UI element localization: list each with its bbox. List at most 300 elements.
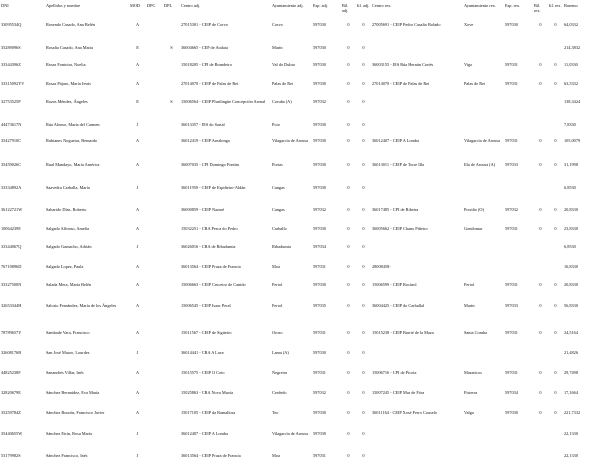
cell-centro-rex <box>371 429 463 451</box>
cell-esp-adj: 597032 <box>313 206 326 212</box>
cell-baremo: 214,3832 <box>564 44 581 50</box>
cell-esp-rex <box>504 242 533 262</box>
cell-centro-adj: 15006545 - CEIP Isaac Peral <box>181 303 231 308</box>
cell-bil-rex: 0 <box>539 390 542 395</box>
cell-centro-rex <box>371 451 463 465</box>
cell-mod: E <box>136 99 139 104</box>
cell-ayuntamiento-adj: Cangas <box>272 206 285 212</box>
cell-esp-rex <box>504 97 533 120</box>
cell-ayuntamiento-rex: Vilagarcía de Arousa <box>464 138 501 143</box>
cell-baremo: 221,7332 <box>564 410 581 415</box>
cell-itl-adj: 0 <box>362 121 365 127</box>
cell-dni: 35259784Z <box>1 410 21 415</box>
cell-bil-adj: 0 <box>347 225 350 231</box>
cell-dpl <box>163 79 180 97</box>
cell-bil-adj: 0 <box>347 185 350 190</box>
cell-ayuntamiento-rex: Ferrol <box>464 282 475 287</box>
cell-dpc <box>146 368 163 388</box>
cell-centro-adj: 27014070 - CEIP de Palas de Rei <box>181 81 239 86</box>
cell-itl-rex: 0 <box>554 390 557 395</box>
cell-esp-rex <box>504 262 533 281</box>
cell-esp-adj: 597031 <box>313 370 326 375</box>
cell-dpl <box>163 242 180 262</box>
cell-centro-rex: 15006716 - CPI de Picota <box>372 370 417 375</box>
cell-mod: A <box>135 410 140 415</box>
cell-bil-adj: 0 <box>347 263 350 269</box>
cell-itl-adj: 0 <box>362 330 365 335</box>
cell-baremo: 29,7498 <box>564 370 578 375</box>
cell-dni: 33334892A <box>1 185 22 190</box>
cell-dpc <box>146 328 163 348</box>
cell-mod: A <box>135 390 140 395</box>
cell-mod: A <box>135 206 140 212</box>
cell-bil-rex <box>533 429 548 451</box>
cell-baremo: 22,1330 <box>564 452 578 458</box>
cell-mod: E <box>136 44 139 50</box>
cell-ayuntamiento-rex <box>463 183 504 205</box>
cell-ayuntamiento-rex: Xove <box>464 22 474 27</box>
cell-bil-rex: 0 <box>539 282 542 287</box>
column-header-dpc: DPC <box>147 3 156 8</box>
cell-name: Salgado Lopez, Paula <box>46 263 84 269</box>
cell-esp-adj: 597030 <box>313 225 326 231</box>
cell-centro-rex: 36003155 - IES Rúa Hernán Cortés <box>372 61 434 67</box>
cell-itl-adj: 0 <box>362 225 365 231</box>
cell-bil-adj: 0 <box>347 121 350 127</box>
cell-name: Saavedra Carballa, María <box>46 185 90 190</box>
cell-dpl <box>163 429 180 451</box>
table-row <box>0 79 615 97</box>
cell-dni: 32753525P <box>1 99 21 104</box>
cell-esp-rex: 597034 <box>505 390 518 395</box>
cell-ayuntamiento-adj: Vilagarcía de Arousa <box>272 138 309 143</box>
cell-dni: 32608176B <box>1 350 22 355</box>
column-header-bil-rex: Bil. rex. <box>534 3 541 13</box>
cell-dpl <box>163 388 180 408</box>
cell-centro-adj: 36011950 - CEIP de Espiñeiro-Aldán <box>181 185 246 190</box>
cell-baremo: 138,3424 <box>564 99 581 104</box>
column-header-centro-adj: Centro adj. <box>181 3 201 8</box>
cell-itl-rex <box>548 262 563 281</box>
cell-esp-rex: 597030 <box>505 22 518 27</box>
cell-ayuntamiento-adj: Val do Dubra <box>272 61 295 67</box>
cell-dni: 44825238F <box>1 370 21 375</box>
cell-ayuntamiento-adj: Palas de Rei <box>272 81 294 86</box>
cell-itl-rex: 0 <box>554 138 557 143</box>
cell-ayuntamiento-rex <box>463 262 504 281</box>
cell-itl-rex: 0 <box>554 282 557 287</box>
cell-dni: 33315092YV <box>1 81 25 86</box>
cell-centro-rex <box>371 97 463 120</box>
cell-ayuntamiento-adj: Negreira <box>272 370 288 375</box>
cell-bil-adj: 0 <box>347 99 350 104</box>
cell-bil-adj: 0 <box>347 410 350 415</box>
cell-itl-rex <box>548 97 563 120</box>
cell-centro-adj: 15006564 - CEIP Plurilingüe Concepción Arenal <box>181 99 266 104</box>
cell-centro-rex: 36004425 - CEIP do Carballal <box>372 303 425 308</box>
cell-bil-adj: 0 <box>347 330 350 335</box>
table-row <box>0 224 615 242</box>
cell-dni: 35440655W <box>1 431 23 436</box>
cell-name: Salorio Fernández, María de los Ángeles <box>46 303 117 308</box>
cell-dpl <box>163 224 180 242</box>
cell-bil-rex: 0 <box>539 162 542 167</box>
cell-ayuntamiento-rex: Fisterra <box>464 390 478 395</box>
cell-ayuntamiento-rex: Marín <box>464 303 475 308</box>
cell-ayuntamiento-rex: Mazaricos <box>464 370 482 375</box>
cell-dpc <box>146 262 163 281</box>
table-row <box>0 136 615 160</box>
cell-esp-adj: 597031 <box>313 263 326 269</box>
cell-ayuntamiento-adj: Coruña (A) <box>272 99 292 104</box>
cell-mod: A <box>135 225 140 231</box>
cell-itl-adj: 0 <box>362 81 365 86</box>
cell-name: Sánchez Eirín, Rosa María <box>46 431 93 436</box>
cell-mod: A <box>135 138 140 143</box>
cell-esp-adj: 597030 <box>313 410 326 415</box>
cell-ayuntamiento-rex <box>463 348 504 368</box>
cell-esp-rex: 597031 <box>505 61 518 67</box>
cell-dpc <box>146 136 163 160</box>
table-row <box>0 60 615 80</box>
cell-mod: A <box>135 61 140 67</box>
cell-dpl <box>163 451 180 465</box>
cell-baremo: 24,5164 <box>564 330 578 335</box>
cell-bil-rex <box>533 120 548 137</box>
cell-ayuntamiento-adj: Marín <box>272 44 283 50</box>
column-header-itl-rex: Itl. rex. <box>549 3 562 8</box>
cell-dpc <box>146 388 163 408</box>
cell-centro-adj: 36012407 - CEIP A Lomba <box>181 431 228 436</box>
cell-dpc <box>146 348 163 368</box>
cell-esp-rex <box>504 451 533 465</box>
table-row <box>0 280 615 301</box>
table-body <box>0 20 615 465</box>
cell-centro-adj: 36007035 - CPI Domingo Fontán <box>181 162 239 167</box>
cell-dpc <box>146 451 163 465</box>
cell-dpl <box>163 183 180 205</box>
cell-dni: 35427910C <box>1 138 22 143</box>
cell-esp-rex: 597032 <box>505 206 518 212</box>
cell-esp-rex <box>504 348 533 368</box>
cell-bil-rex <box>533 262 548 281</box>
cell-ayuntamiento-adj: Oroso <box>272 330 283 335</box>
column-header-ayuntamiento-adj: Ayuntamiento adj. <box>272 3 304 8</box>
cell-baremo: 105,0079 <box>564 138 581 143</box>
cell-ayuntamiento-adj: Cangas <box>272 185 285 190</box>
cell-centro-rex: 28008458- <box>372 263 391 269</box>
cell-centro-adj: 36014441 - CRA A Laxe <box>181 350 224 355</box>
cell-itl-rex <box>548 242 563 262</box>
cell-centro-adj: 15017105 - CEIP da Ramallosa <box>181 410 236 415</box>
table-row <box>0 408 615 429</box>
cell-centro-adj: 36013357 - IES do Sartal <box>181 121 225 127</box>
cell-bil-adj: 0 <box>347 350 350 355</box>
cell-name: Rosendo Casado, Ana Belén <box>46 22 95 27</box>
cell-itl-adj: 0 <box>362 185 365 190</box>
cell-bil-adj: 0 <box>347 81 350 86</box>
cell-mod: J <box>136 121 139 127</box>
cell-centro-rex: 36013011 - CEIP de Torre Illa <box>372 162 424 167</box>
cell-baremo: 64,0332 <box>564 22 578 27</box>
table-row <box>0 160 615 183</box>
cell-esp-rex: 597031 <box>505 330 518 335</box>
cell-bil-adj: 0 <box>347 61 350 67</box>
cell-esp-adj: 597032 <box>313 390 326 395</box>
cell-dni: 44473617N <box>1 121 22 127</box>
cell-bil-rex: 0 <box>539 330 542 335</box>
cell-bil-rex: 0 <box>539 81 542 86</box>
cell-dni: 35459026C <box>1 162 22 167</box>
cell-itl-adj: 0 <box>362 206 365 212</box>
cell-bil-adj: 0 <box>347 22 350 27</box>
cell-bil-rex: 0 <box>539 303 542 308</box>
cell-baremo: 7,8330 <box>564 121 576 127</box>
cell-bil-adj: 0 <box>347 206 350 212</box>
cell-dni: 53179982S <box>1 452 21 458</box>
cell-dpl <box>163 60 180 80</box>
cell-ayuntamiento-adj: Corvo <box>272 22 283 27</box>
cell-bil-rex: 0 <box>539 410 542 415</box>
cell-bil-rex <box>533 242 548 262</box>
cell-dpl <box>163 301 180 328</box>
cell-dpl <box>163 280 180 301</box>
cell-bil-rex: 0 <box>539 138 542 143</box>
cell-bil-rex: 0 <box>539 225 542 231</box>
cell-itl-rex: 0 <box>554 162 557 167</box>
cell-itl-rex <box>548 348 563 368</box>
cell-itl-rex: 0 <box>554 330 557 335</box>
cell-ayuntamiento-rex <box>463 451 504 465</box>
cell-dpl: S <box>170 99 173 104</box>
cell-itl-adj: 0 <box>362 99 365 104</box>
cell-name: Salada Mera, María Belén <box>46 282 92 287</box>
cell-bil-adj: 0 <box>347 390 350 395</box>
cell-mod: A <box>135 330 140 335</box>
cell-itl-rex: 0 <box>554 225 557 231</box>
cell-bil-adj: 0 <box>347 138 350 143</box>
cell-itl-rex: 0 <box>554 370 557 375</box>
cell-itl-adj: 0 <box>362 61 365 67</box>
cell-dni: 76710896D <box>1 263 22 269</box>
cell-dpl: S <box>170 44 173 50</box>
cell-dpc <box>146 280 163 301</box>
cell-itl-rex: 0 <box>554 81 557 86</box>
cell-baremo: 31,1998 <box>564 162 578 167</box>
cell-centro-rex: 27005691 - CEIP Pedro Casalto Bolaño <box>372 22 441 27</box>
cell-ayuntamiento-adj: Moa <box>272 452 280 458</box>
cell-baremo: 20,8330 <box>564 206 578 212</box>
cell-bil-rex <box>533 43 548 60</box>
cell-esp-adj: 597031 <box>313 330 326 335</box>
cell-ayuntamiento-rex: Vigo <box>464 61 473 67</box>
cell-centro-adj: 15032251 - CRA Pesca do Pedro <box>181 225 238 231</box>
cell-bil-rex: 0 <box>539 370 542 375</box>
cell-centro-adj: 36004665 - CEP de Atalaia <box>181 44 228 50</box>
cell-name: Rozas Méndez, Ángeles <box>46 99 88 104</box>
cell-itl-rex: 0 <box>554 61 557 67</box>
cell-itl-adj: 0 <box>362 44 365 50</box>
table-row <box>0 301 615 328</box>
cell-esp-adj: 597030 <box>313 61 326 67</box>
table-row <box>0 183 615 205</box>
table-row <box>0 262 615 281</box>
column-header-esp-adj: Esp. adj. <box>313 3 328 8</box>
table-row <box>0 97 615 120</box>
cell-bil-rex: 0 <box>539 22 542 27</box>
cell-mod: J <box>136 185 139 190</box>
cell-dpc <box>146 120 163 137</box>
cell-bil-rex: 0 <box>539 206 542 212</box>
cell-mod: J <box>136 350 139 355</box>
table-header-row <box>0 0 615 20</box>
cell-dpc <box>146 97 163 120</box>
cell-dni: 32653344H <box>1 303 22 308</box>
cell-esp-adj: 597030 <box>313 162 326 167</box>
cell-esp-rex <box>504 120 533 137</box>
cell-bil-adj: 0 <box>347 370 350 375</box>
cell-dni: 10064239E <box>1 225 21 231</box>
cell-centro-adj: 15015575 - CEIP O Coto <box>181 370 225 375</box>
cell-baremo: 23,8330 <box>564 225 578 231</box>
cell-bil-adj: 0 <box>347 44 350 50</box>
cell-dpl <box>163 328 180 348</box>
cell-mod: A <box>135 162 140 167</box>
cell-name: Sabarido Díaz, Roberto <box>46 206 87 212</box>
cell-itl-adj: 0 <box>362 370 365 375</box>
cell-ayuntamiento-rex: Porriño (O) <box>464 206 484 212</box>
cell-dpl <box>163 20 180 43</box>
cell-ayuntamiento-adj: Poio <box>272 121 280 127</box>
cell-esp-rex: 597031 <box>505 370 518 375</box>
cell-dpl <box>163 136 180 160</box>
cell-dni: 33327500N <box>1 282 22 287</box>
cell-ayuntamiento-adj: Ferrol <box>272 303 283 308</box>
cell-name: Sambade Vara, Francisco <box>46 330 90 335</box>
cell-centro-adj: 15025863 - CRA Nova Muxía <box>181 390 234 395</box>
cell-itl-rex <box>548 120 563 137</box>
cell-dni: 33095534Q <box>1 22 22 27</box>
cell-ayuntamiento-adj: Ferrol <box>272 282 283 287</box>
cell-mod: A <box>135 22 140 27</box>
cell-esp-adj: 597030 <box>313 185 326 190</box>
cell-dpc <box>146 205 163 224</box>
cell-name: Rosas Pájaro, María Jesús <box>46 81 91 86</box>
cell-bil-adj: 0 <box>347 431 350 436</box>
cell-ayuntamiento-adj: Lama (A) <box>272 350 289 355</box>
cell-baremo: 63,5332 <box>564 81 578 86</box>
column-header-name: Apellidos y nombre <box>46 3 81 8</box>
cell-bil-rex <box>533 451 548 465</box>
cell-itl-rex <box>548 183 563 205</box>
cell-bil-rex <box>533 97 548 120</box>
cell-ayuntamiento-rex: Palas de Rei <box>464 81 486 86</box>
table-row <box>0 205 615 224</box>
cell-dpl <box>163 205 180 224</box>
cell-itl-adj: 0 <box>362 410 365 415</box>
cell-baremo: 56,8330 <box>564 303 578 308</box>
cell-itl-adj: 0 <box>362 22 365 27</box>
table-row <box>0 242 615 262</box>
cell-itl-adj: 0 <box>362 282 365 287</box>
cell-mod: A <box>135 81 140 86</box>
cell-centro-rex: 27014070 - CEIP de Palas de Rei <box>372 81 430 86</box>
cell-dni: 33344396Z <box>1 61 21 67</box>
cell-dpc <box>146 408 163 429</box>
cell-ayuntamiento-rex <box>463 429 504 451</box>
table-row <box>0 368 615 388</box>
cell-bil-rex <box>533 348 548 368</box>
cell-name: Rosalia Casado, Ana Maria <box>46 44 94 50</box>
cell-dni: 78789657Y <box>1 330 22 335</box>
table-row <box>0 451 615 465</box>
cell-centro-adj: 36000859 - CEIP Nazaré <box>181 206 225 212</box>
cell-esp-adj: 597030 <box>313 431 326 436</box>
cell-mod: A <box>135 303 140 308</box>
cell-bil-rex <box>533 183 548 205</box>
cell-dpc <box>146 43 163 60</box>
column-header-itl-adj: Itl. adj. <box>357 3 370 8</box>
cell-name: Sánchez Bermúdez, Eva María <box>46 390 100 395</box>
cell-esp-adj: 597030 <box>313 282 326 287</box>
cell-itl-adj: 0 <box>362 162 365 167</box>
cell-dni: 33344067Q <box>1 243 22 249</box>
column-header-dpl: DPL <box>164 3 173 8</box>
cell-itl-rex <box>548 451 563 465</box>
cell-ayuntamiento-rex <box>463 97 504 120</box>
cell-centro-adj: 15011567 - CEIP de Sigüeiro <box>181 330 232 335</box>
column-header-ayuntamiento-rex: Ayuntamiento rex. <box>464 3 496 8</box>
cell-name: Salgado Garnacho, Adrián <box>46 243 92 249</box>
cell-centro-rex: 36012407 - CEIP A Lomba <box>372 138 419 143</box>
cell-centro-rex <box>371 120 463 137</box>
column-header-mod: MOD <box>130 3 141 8</box>
cell-ayuntamiento-rex <box>463 43 504 60</box>
column-header-baremo: Baremo <box>564 3 578 8</box>
cell-baremo: 21,4826 <box>564 350 578 355</box>
cell-dpc <box>146 429 163 451</box>
table-row <box>0 348 615 368</box>
cell-centro-rex: 36005662 - CEIP Chano Piñeiro <box>372 225 428 231</box>
cell-baremo: 11,0330 <box>564 61 578 67</box>
table-row <box>0 20 615 43</box>
cell-centro-rex: 15006599 - CEIP Rocinol <box>372 282 417 287</box>
cell-ayuntamiento-rex <box>463 242 504 262</box>
cell-centro-adj: 36026016 - CRA de Ribadumia <box>181 243 236 249</box>
table-row <box>0 120 615 137</box>
cell-esp-adj: 597030 <box>313 350 326 355</box>
cell-bil-adj: 0 <box>347 303 350 308</box>
cell-ayuntamiento-rex: Illa de Arousa (A) <box>464 162 496 167</box>
cell-name: Rubianes Nogueira, Bernardo <box>46 138 98 143</box>
cell-bil-adj: 0 <box>347 282 350 287</box>
cell-dni: 35289096S <box>1 44 21 50</box>
cell-ayuntamiento-rex: Valga <box>464 410 474 415</box>
cell-esp-adj: 597035 <box>313 303 326 308</box>
cell-dpc <box>146 242 163 262</box>
cell-esp-rex: 597031 <box>505 138 518 143</box>
cell-esp-adj: 597030 <box>313 121 326 127</box>
cell-bil-adj: 0 <box>347 162 350 167</box>
cell-centro-rex <box>371 348 463 368</box>
cell-dpl <box>163 348 180 368</box>
cell-ayuntamiento-adj: Teo <box>272 410 279 415</box>
cell-centro-adj: 36013564 - CEIP Praza de Francia <box>181 263 241 269</box>
cell-name: Sánchez Francisco, Inés <box>46 452 88 458</box>
cell-name: Rúa Alonso, María del Carmen <box>46 121 100 127</box>
cell-esp-adj: 597030 <box>313 138 326 143</box>
cell-centro-rex: 15007245 - CEIP Mar de Fóra <box>372 390 425 395</box>
